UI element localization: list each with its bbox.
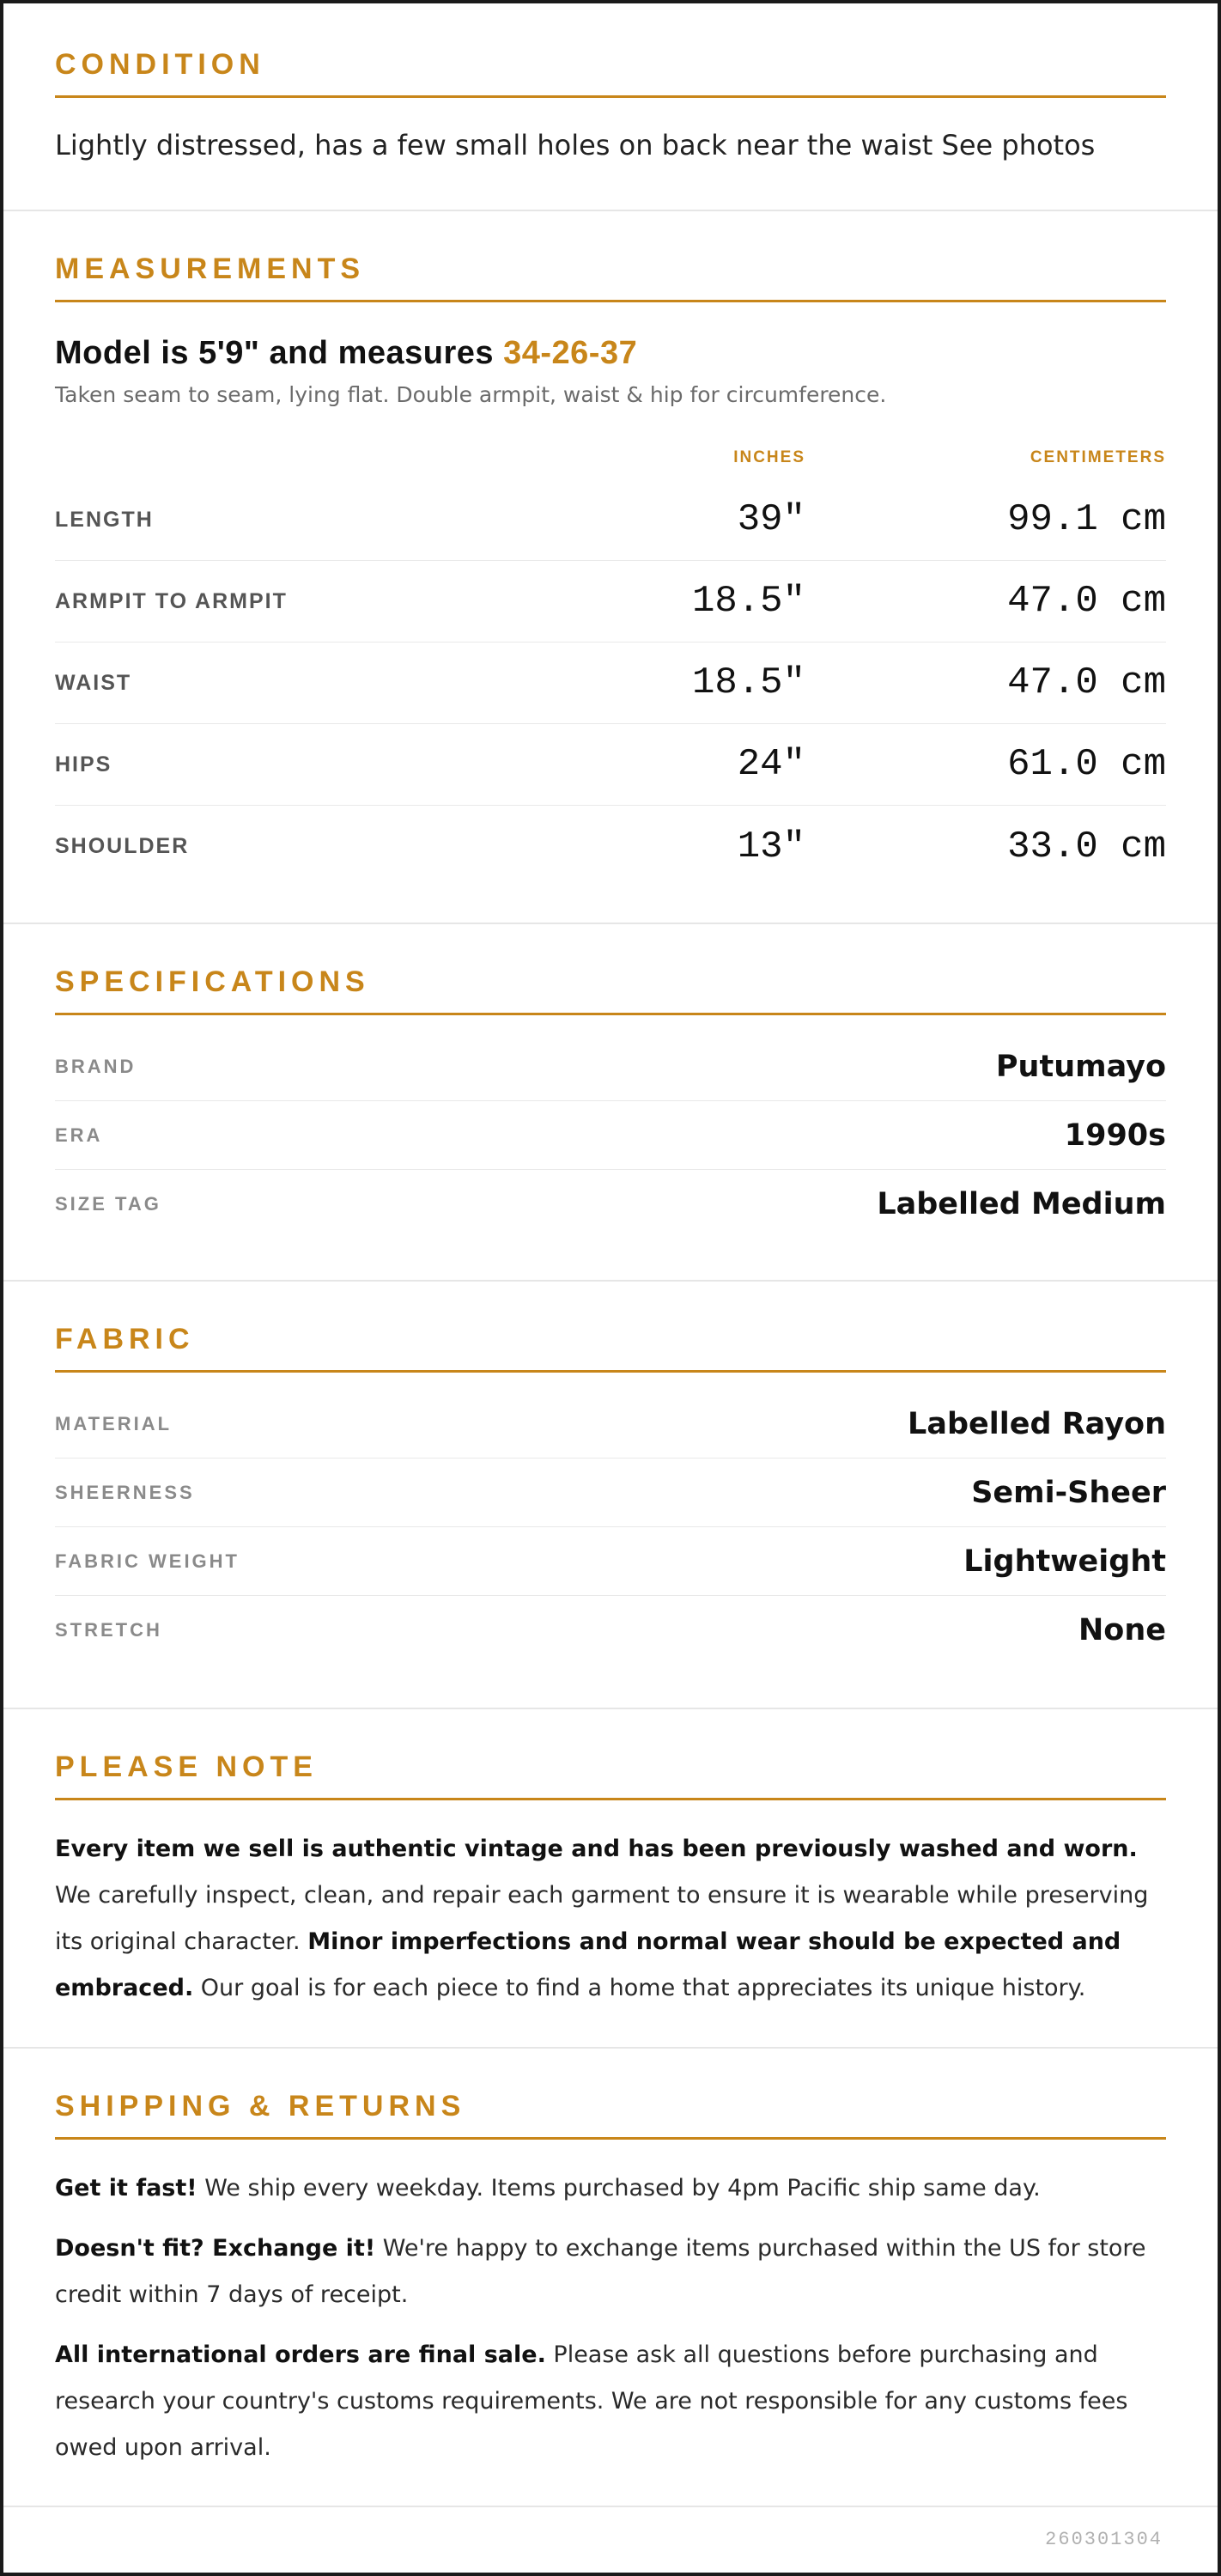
item-id: 260301304 (1045, 2529, 1163, 2550)
note-text-1: We carefully inspect, clean, and repair each garment to ensure it is wearable while preserving its original character. (55, 1882, 1149, 1955)
condition-text: Lightly distressed, has a few small holes on back near the waist See photos (55, 129, 1096, 161)
spec-value: Labelled Medium (877, 1187, 1166, 1221)
spec-key: MATERIAL (55, 1412, 173, 1434)
specifications-list (55, 1015, 1166, 1270)
spec-value: Semi-Sheer (971, 1475, 1166, 1510)
measurements-subtitle: Taken seam to seam, lying flat. Double armpit, waist & hip for circumference. (55, 382, 887, 407)
shipping-paragraph-exchange (55, 2226, 1166, 2318)
measurements-section (3, 211, 1218, 924)
measurement-label: LENGTH (55, 507, 154, 532)
measurement-inches: 18.5" (691, 580, 805, 623)
shipping-bold: Get it fast! (55, 2175, 197, 2201)
model-prefix: Model is 5'9" and measures (55, 335, 504, 371)
measurement-inches: 13" (737, 825, 805, 868)
fabric-list (55, 1373, 1166, 1696)
measurement-label: HIPS (55, 752, 112, 776)
note-text-2: Our goal is for each piece to find a home that appreciates its unique history. (193, 1975, 1086, 2001)
measurements-column-headers (55, 424, 1166, 467)
shipping-paragraph-international (55, 2332, 1166, 2471)
spec-value: Labelled Rayon (908, 1406, 1166, 1441)
model-measures: 34-26-37 (503, 335, 638, 371)
fabric-row-material (55, 1390, 1166, 1459)
note-bold-2: Minor imperfections and normal wear should be expected and embraced. (55, 1928, 1121, 2001)
measurement-cm: 33.0 cm (1007, 825, 1166, 868)
model-measures-line (55, 335, 1166, 372)
please-note-section (3, 1709, 1218, 2049)
spec-key: SHEERNESS (55, 1481, 195, 1503)
fabric-section (3, 1282, 1218, 1709)
measurement-label: WAIST (55, 670, 132, 695)
fabric-heading: FABRIC (55, 1282, 1166, 1373)
shipping-bold: All international orders are final sale. (55, 2342, 546, 2368)
note-bold-1: Every item we sell is authentic vintage and has been previously washed and worn. (55, 1836, 1138, 1862)
please-note-paragraph (55, 1826, 1166, 2012)
measurement-row (55, 724, 1166, 806)
measurement-row (55, 806, 1166, 887)
fabric-row-stretch (55, 1596, 1166, 1665)
measurements-heading: MEASUREMENTS (55, 211, 1166, 302)
spec-key: ERA (55, 1124, 103, 1146)
shipping-returns-section (3, 2049, 1218, 2507)
please-note-body (55, 1800, 1166, 2046)
shipping-text: We ship every weekday. Items purchased by 4pm Pacific ship same day. (197, 2175, 1041, 2201)
shipping-paragraph-fast (55, 2165, 1166, 2212)
measurements-table (55, 474, 1166, 913)
spec-value: Putumayo (995, 1049, 1166, 1084)
measurement-row (55, 479, 1166, 561)
measurement-inches: 39" (737, 498, 805, 541)
fabric-row-weight (55, 1527, 1166, 1596)
shipping-text: Please ask all questions before purchasing and research your country's customs requirements. We are not responsible for any customs fees owed upon arrival. (55, 2342, 1128, 2461)
specifications-section (3, 924, 1218, 1282)
fabric-row-sheerness (55, 1459, 1166, 1527)
spec-key: BRAND (55, 1055, 137, 1077)
spec-value: None (1078, 1613, 1166, 1647)
spec-key: SIZE TAG (55, 1193, 161, 1215)
inches-column-header: INCHES (733, 448, 805, 466)
spec-row-brand (55, 1032, 1166, 1101)
measurement-row (55, 642, 1166, 724)
shipping-returns-body (55, 2140, 1166, 2506)
measurement-inches: 24" (737, 743, 805, 786)
spec-value: 1990s (1064, 1117, 1166, 1153)
shipping-text: We're happy to exchange items purchased within the US for store credit within 7 days of receipt. (55, 2235, 1146, 2308)
spec-value: Lightweight (963, 1544, 1166, 1579)
please-note-heading: PLEASE NOTE (55, 1709, 1166, 1800)
measurement-cm: 61.0 cm (1007, 743, 1166, 786)
centimeters-column-header: CENTIMETERS (1030, 448, 1166, 466)
condition-section (3, 3, 1218, 211)
measurement-label: SHOULDER (55, 834, 190, 858)
spec-key: FABRIC WEIGHT (55, 1550, 240, 1572)
spec-key: STRETCH (55, 1619, 162, 1641)
measurement-inches: 18.5" (691, 661, 805, 704)
measurement-label: ARMPIT TO ARMPIT (55, 588, 288, 613)
condition-heading: CONDITION (55, 3, 1166, 98)
spec-row-size-tag (55, 1170, 1166, 1239)
measurement-row (55, 561, 1166, 642)
measurement-cm: 47.0 cm (1007, 661, 1166, 704)
shipping-bold: Doesn't fit? Exchange it! (55, 2235, 376, 2262)
measurement-cm: 99.1 cm (1007, 498, 1166, 541)
measurement-cm: 47.0 cm (1007, 580, 1166, 623)
spec-row-era (55, 1101, 1166, 1170)
specifications-heading: SPECIFICATIONS (55, 924, 1166, 1015)
shipping-returns-heading: SHIPPING & RETURNS (55, 2049, 1166, 2140)
